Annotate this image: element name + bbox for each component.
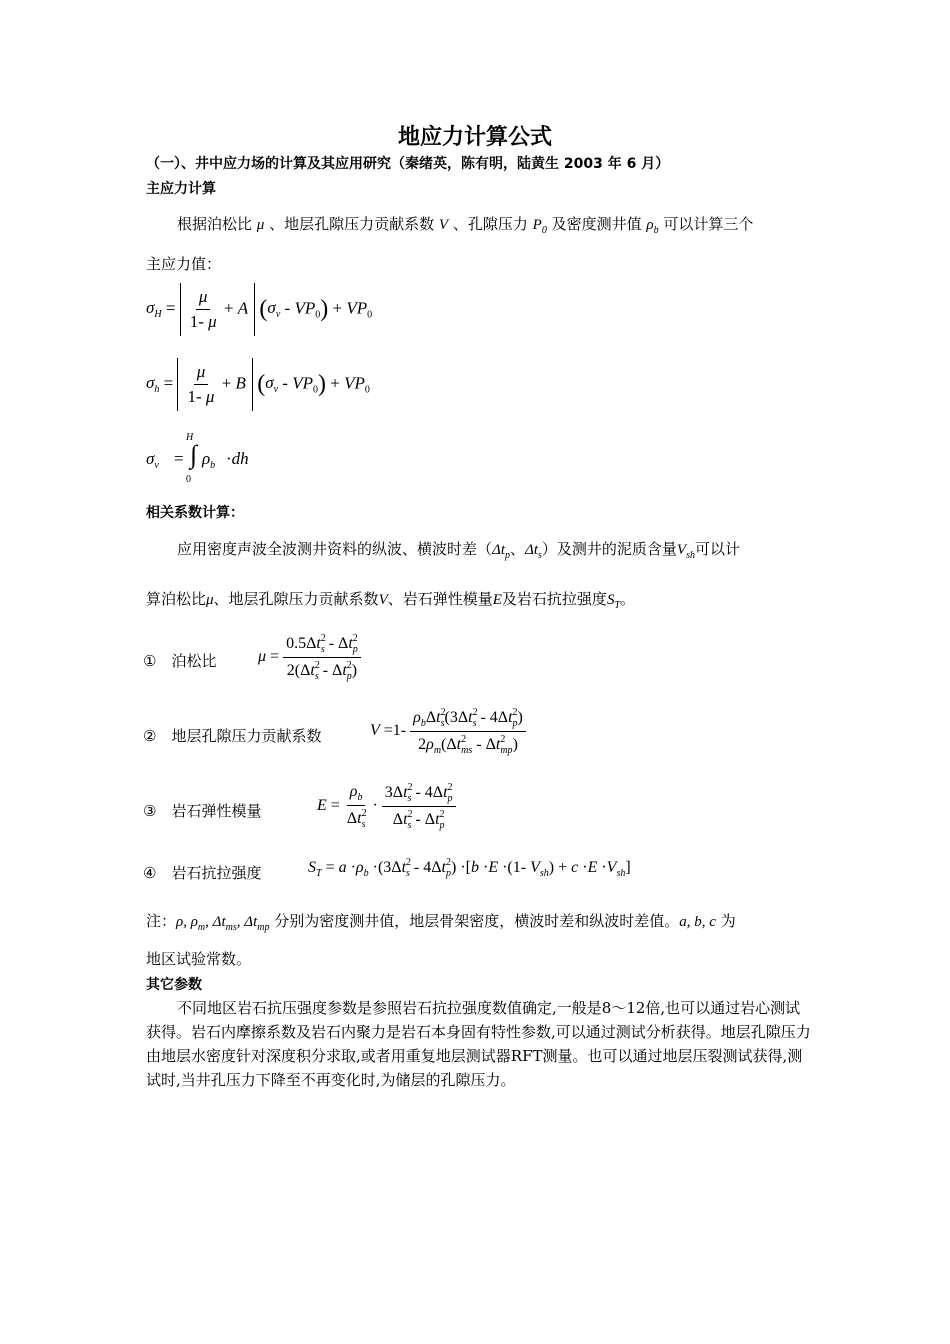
note-line-1: 注：ρ, $\rho_m$, $\Delta t_{ms}$, $\Delta t_{mp}$ 分别为密度测井值，地层骨架密度，横波时差和纵波时差值。a, b, c 为 (146, 912, 736, 933)
section-heading-other-params: 其它参数 (146, 977, 202, 993)
document-page: 地应力计算公式 （一）、井中应力场的计算及其应用研究（秦绪英，陈有明，陆黄生 2003 年 6 月） 主应力计算 根据泊松比 μ 、地层孔隙压力贡献系数 V 、孔隙压力 $P_0$ 及密度测井值 $\rho_b$ 可以计算三个 主应力值： $\sigma_H$ = $\frac{\mu}{1- \mu}$ + A $(\sigma_v - VP_0) + VP_0$ $\sigma_h$ = $\frac{\mu}{1- \mu}$ + B $(\sigma_v - VP_0) + VP_0$ $\sigma_v$ = H ∫ 0 $\rho_b$ ·dh 相关系数计算： 应用密度声波全波测井资料的纵波、横波时差（$\Delta t_p$、$\Delta t_s$）及测井的泥质含量$V_{sh}$可以计 算泊松比μ、地层孔隙压力贡献系数V、岩石弹性模量E及岩石抗拉强度$S_T$。 ① 泊松比 μ = $\frac{0.5\Delta t^2_s - \Delta t^2_p}{2(\Delta t^2_s - \Delta t^2_p)}$ ② 地层孔隙压力贡献系数 V =1- $\frac{\rho_b\Delta t^2_s(3\Delta t^2_s - 4\Delta t^2_p)}{2\rho_m(\Delta t^2_{ms} - \Delta t^2_{mp})}$ ③ 岩石弹性模量 E = $\frac{\rho_b}{\Delta t^2_s}$ · $\frac{3\Delta t^2_s - 4\Delta t^2_p}{\Delta t^2_s - \Delta t^2_p}$ ④ 岩石抗拉强度 $S_T = a \cdot\rho_b \cdot(3\Delta t^2_s - 4\Delta t^2_p) \cdot[b \cdot E \cdot(1-$ $V_{sh}) + c \cdot E \cdot V_{sh}$] 注：ρ, $\rho_m$, $\Delta t_{ms}$, $\Delta t_{mp}$ 分别为密度测井值，地层骨架密度，横波时差和纵波时差值。a, b, c 为 地区试验常数。 其它参数 不同地区岩石抗压强度参数是参照岩石抗拉强度数值确定,一般是8～12倍,也可以通过岩心测试获得。岩石内摩擦系数及岩石内聚力是岩石本身固有特性参数,可以通过测试分析获得。地层孔隙压力由地层水密度针对深度积分求取,或者用重复地层测试器RFT测量。也可以通过地层压裂测试获得,测试时,当井孔压力下降至不再变化时,为储层的孔隙压力。 (0, 0, 950, 1344)
intro-line-1: 根据泊松比 μ 、地层孔隙压力贡献系数 V 、孔隙压力 $P_0$ 及密度测井值 $\rho_b$ 可以计算三个 (177, 215, 754, 236)
coeff-intro-line-1: 应用密度声波全波测井资料的纵波、横波时差（$\Delta t_p$、$\Delta t_s$）及测井的泥质含量$V_{sh}$可以计 (177, 540, 741, 561)
equation-pore-coefficient: V =1- $\frac{\rho_b\Delta t^2_s(3\Delta t^2_s - 4\Delta t^2_p)}{2\rho_m(\Delta t^2_{ms} - \Delta t^2_{mp})}$ (370, 707, 526, 756)
equation-poisson-ratio: μ = $\frac{0.5\Delta t^2_s - \Delta t^2_p}{2(\Delta t^2_s - \Delta t^2_p)}$ (258, 633, 361, 682)
equation-sigma-h-min: $\sigma_h$ = $\frac{\mu}{1- \mu}$ + B $(\sigma_v - VP_0) + VP_0$ (146, 358, 370, 411)
list-item-poisson: ① 泊松比 (143, 652, 217, 670)
list-item-tensile-strength: ④ 岩石抗拉强度 (143, 864, 262, 882)
source-citation: （一）、井中应力场的计算及其应用研究（秦绪英，陈有明，陆黄生 2003 年 6 月） (146, 156, 670, 172)
note-line-2: 地区试验常数。 (146, 950, 252, 968)
equation-elastic-modulus: E = $\frac{\rho_b}{\Delta t^2_s}$ · $\frac{3\Delta t^2_s - 4\Delta t^2_p}{\Delta t^2_s - \Delta t^2_p}$ (317, 782, 456, 831)
list-item-elastic-modulus: ③ 岩石弹性模量 (143, 802, 262, 820)
equation-tensile-strength: $S_T = a \cdot\rho_b \cdot(3\Delta t^2_s - 4\Delta t^2_p) \cdot[b \cdot E \cdot(1-$ $V_{sh}) + c \cdot E \cdot V_{sh}$] (308, 857, 631, 879)
coeff-intro-line-2: 算泊松比μ、地层孔隙压力贡献系数V、岩石弹性模量E及岩石抗拉强度$S_T$。 (146, 590, 636, 611)
symbol-mu: μ (256, 217, 265, 233)
other-params-paragraph: 不同地区岩石抗压强度参数是参照岩石抗拉强度数值确定,一般是8～12倍,也可以通过岩心测试获得。岩石内摩擦系数及岩石内聚力是岩石本身固有特性参数,可以通过测试分析获得。地层孔隙压力由地层水密度针对深度积分求取,或者用重复地层测试器RFT测量。也可以通过地层压裂测试获得,测试时,当井孔压力下降至不再变化时,为储层的孔隙压力。 (146, 999, 811, 1089)
equation-sigma-h-max: $\sigma_H$ = $\frac{\mu}{1- \mu}$ + A $(\sigma_v - VP_0) + VP_0$ (146, 283, 372, 336)
section-heading-coefficients: 相关系数计算： (146, 505, 244, 521)
page-title: 地应力计算公式 (397, 125, 552, 150)
intro-line-2: 主应力值： (146, 255, 222, 273)
list-item-pore-coefficient: ② 地层孔隙压力贡献系数 (143, 727, 322, 745)
section-heading-principal-stress: 主应力计算 (146, 181, 216, 197)
